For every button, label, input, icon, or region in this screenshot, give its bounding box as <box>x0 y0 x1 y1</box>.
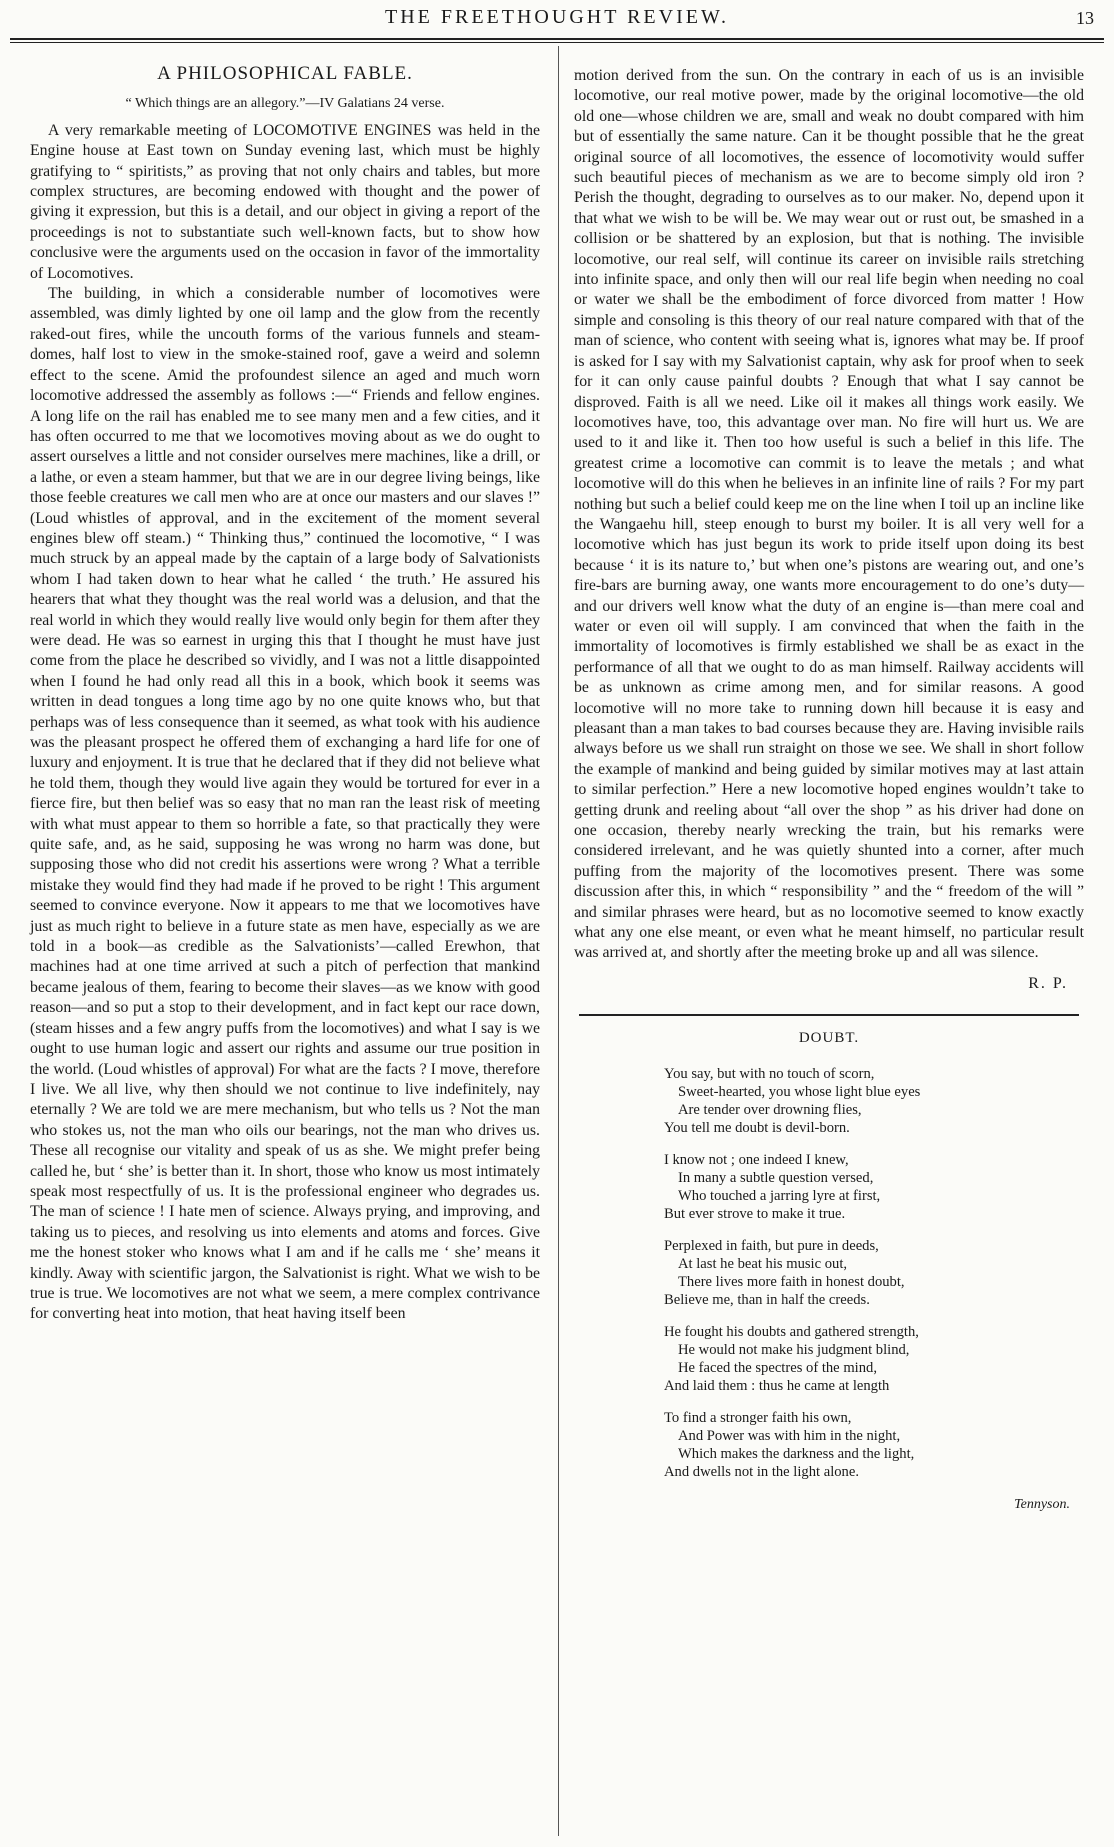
poem-line: Are tender over drowning flies, <box>678 1101 862 1118</box>
poem-line: You say, but with no touch of scorn, <box>664 1065 875 1082</box>
poem-line: Believe me, than in half the creeds. <box>664 1291 870 1308</box>
poem-line: To find a stronger faith his own, <box>664 1409 852 1426</box>
poem-attribution: Tennyson. <box>1014 1496 1070 1512</box>
poem-stanza <box>664 1237 1084 1309</box>
poem-line: He fought his doubts and gathered strength, <box>664 1323 919 1340</box>
poem-line: There lives more faith in honest doubt, <box>678 1273 905 1290</box>
poem-line: But ever strove to make it true. <box>664 1205 846 1222</box>
article-paragraph: The building, in which a considerable number of locomotives were assembled, was dimly lighted by one oil lamp and the glow from the recently raked-out fires, while the uncouth forms of the various funnels and steam-domes, half lost to view in the smoke-stained roof, gave a weird and solemn effect to the scene. Amid the profoundest silence an aged and much worn locomotive addressed the assembly as follows :—“ Friends and fellow engines. A long life on the rail has enabled me to see many men and a few cities, and it has often occurred to me that we locomotives moving about as we do ought to assert ourselves a little and not consider ourselves mere machines, like a drill, or a lathe, or even a steam hammer, but that we are in our degree living beings, like those feeble creatures we call men who are at once our masters and our slaves !” (Loud whistles of approval, and in the excitement of the moment several engines blew off steam.) “ Thinking thus,” continued the locomotive, “ I was much struck by an appeal made by the captain of a large body of Salvationists whom I had taken down to hear what he called ‘ the truth.’ He assured his hearers that what they thought was the real world was a delusion, and that the real world in which they would really live would only begin for them after they were dead. He was so earnest in urging this that I thought he must have just come from the place he described so vividly, and I was not a little disappointed when I found he had only read all this in a book, which book it seems was written in dead tongues a long time ago by no one quite knows who, but that perhaps was of less consequence than it seemed, as what took with his audience was the pleasant prospect he offered them of exchanging a hard life for one of luxury and enjoyment. It is true that he declared that if they did not believe what he told them, though they would live again they would be tortured for ever in a fierce fire, but then belief was so easy that no man ran the least risk of meeting with what must appear to them so horrible a fate, so that practically they were quite safe, and, as he said, supposing he was wrong no harm was done, but supposing those who did not credit his assertions were wrong ? What a terrible mistake they would find they had made if he proved to be right ! This argument seemed to convince everyone. Now it appears to me that we locomotives have just as much right to believe in a future state as men have, especially as we are told in a book—as credible as the Salvationists’—called Erewhon, that machines had at one time arrived at such a pitch of perfection that mankind became jealous of them, fearing to become their slaves—as we know with good reason—and so put a stop to their development, and in fact kept our race down, (steam hisses and a few angry puffs from the locomotives) and what I say is we ought to use human logic and assert our rights and assume our true position in the world. (Loud whistles of approval) For what are the facts ? I move, therefore I live. We all live, why then should we not continue to live indefinitely, nay eternally ? We are told we are mere mechanism, but who tells us ? Not the man who stokes us, not the man who oils our bearings, not the man who drives us. These all recognise our vitality and speak of us as she. We might prefer being called he, but ‘ she’ is better than it. In short, those who know us most intimately speak most respectfully of us. It is the professional engineer who degrades us. The man of science ! I hate men of science. Always prying, and improving, and taking us to pieces, and resolving us into elements and atoms and forces. Give me the honest stoker who knows what I am and if he calls me ‘ she’ means it kindly. Away with scientific jargon, the Salvationist is right. What we wish to be true is true. We locomotives are not what we seem, a mere complex contrivance for converting heat into motion, that heat having itself been <box>30 285 540 1323</box>
header-rule <box>10 38 1104 43</box>
poem-line: Which makes the darkness and the light, <box>678 1445 915 1462</box>
poem-stanza <box>664 1409 1084 1481</box>
poem-line: And Power was with him in the night, <box>678 1427 901 1444</box>
poem-line: And laid them : thus he came at length <box>664 1377 890 1394</box>
article-continuation: motion derived from the sun. On the contrary in each of us is an invisible locomotive, our real motive power, made by the original locomotive—the old old one—whose children we are, small and weak no doubt compared with him but of essentially the same nature. Can it be thought possible that he the great original source of all locomotives, the essence of locomotivity would suffer such beautiful pieces of mechanism as we are to become simply old iron ? Perish the thought, degrading to ourselves as to our maker. No, depend upon it that what we wish to be will be. We may wear out or rust out, be smashed in a collision or be shattered by an explosion, but that is nothing. The invisible locomotive, our real self, will continue its career on invisible rails stretching into infinite space, and only then will our real life begin when needing no coal or water we shall be the embodiment of force divorced from matter ! How simple and consoling is this theory of our real nature compared with that of the man of science, who content with seeing what is, ignores what may be. If proof is asked for I say with my Salvationist captain, why ask for proof when to seek for it can only cause painful doubts ? Enough that what I say cannot be disproved. Faith is all we need. Like oil it makes all things work easily. We locomotives have, too, this advantage over man. No fire will hurt us. We are used to it and like it. Then too how useful is such a belief in this life. The greatest crime a locomotive can commit is to leave the metals ; and what locomotive will do this when he believes in an infinite line of rails ? For my part nothing but such a belief could keep me on the line when I toil up an incline like the Wangaehu hill, steep enough to burst my boiler. It is all very well for a locomotive which has just begun its work to pride itself upon doing its best because ‘ it is its nature to,’ but when one’s pistons are wearing out, and one’s fire-bars are burning away, one wants more encouragement to do one’s duty—and our drivers well know what the duty of an engine is—than mere coal and water or even oil will supply. I am convinced that when the faith in the immortality of locomotives is firmly established we shall be as exact in the performance of all that we ought to do as man himself. Railway accidents will be as unknown as crime among men, and for similar reasons. A good locomotive will no more take to running down hill because it is easy and pleasant than a man takes to bad courses because they are. Having invisible rails always before us we shall run straight on those we see. We shall in short follow the example of mankind and being guided by similar motives may at last attain to similar perfection.” Here a new locomotive hoped engines wouldn’t take to getting drunk and reeling about “all over the shop ” as his driver had done on one occasion, thereby nearly wrecking the train, but his remarks were considered irrelevant, and he was quietly shunted into a corner, after much puffing from the majority of the locomotives present. There was some discussion after this, in which “ responsibility ” and the “ freedom of the will ” and similar phrases were heard, but as no locomotive seemed to know exactly what any one else meant, or even what he meant himself, no particular result was arrived at, and shortly after the meeting broke up and all was silence. <box>574 67 1084 962</box>
poem-line: He faced the spectres of the mind, <box>678 1359 877 1376</box>
poem-line: Perplexed in faith, but pure in deeds, <box>664 1237 879 1254</box>
section-rule <box>579 1014 1079 1016</box>
epigraph: “ Which things are an allegory.”—IV Galatians 24 verse. <box>125 96 445 112</box>
poem-line: And dwells not in the light alone. <box>664 1463 859 1480</box>
publication-title: THE FREETHOUGHT REVIEW. <box>385 6 729 28</box>
column-divider <box>558 46 559 1836</box>
poem-line: I know not ; one indeed I knew, <box>664 1151 849 1168</box>
article-paragraph: A very remarkable meeting of LOCOMOTIVE ENGINES was held in the Engine house at East town on Sunday evening last, which must be highly gratifying to “ spiritists,” as proving that not only chairs and tables, but more complex structures, are becoming endowed with thought and the power of giving it expression, but this is a detail, and our object in giving a report of the proceedings is not to substantiate such well-known facts, but to show how conclusive were the arguments used on the occasion in favor of the immortality of Locomotives. <box>30 121 540 282</box>
poem-stanza <box>664 1323 1084 1395</box>
right-column <box>574 66 1084 1515</box>
poem-line: In many a subtle question versed, <box>678 1169 874 1186</box>
poem-stanza <box>664 1065 1084 1137</box>
poem-title: DOUBT. <box>798 1030 860 1047</box>
page-number: 13 <box>1076 8 1094 28</box>
left-column <box>30 58 540 1325</box>
article-title: A PHILOSOPHICAL FABLE. <box>157 63 413 84</box>
article-signature: R. P. <box>1028 974 1068 992</box>
poem-stanza <box>664 1151 1084 1223</box>
poem-line: At last he beat his music out, <box>678 1255 848 1272</box>
poem-line: You tell me doubt is devil-born. <box>664 1119 850 1136</box>
poem-line: He would not make his judgment blind, <box>678 1341 910 1358</box>
page-header <box>0 0 1114 40</box>
poem-line: Sweet-hearted, you whose light blue eyes <box>678 1083 921 1100</box>
poem-line: Who touched a jarring lyre at first, <box>678 1187 881 1204</box>
